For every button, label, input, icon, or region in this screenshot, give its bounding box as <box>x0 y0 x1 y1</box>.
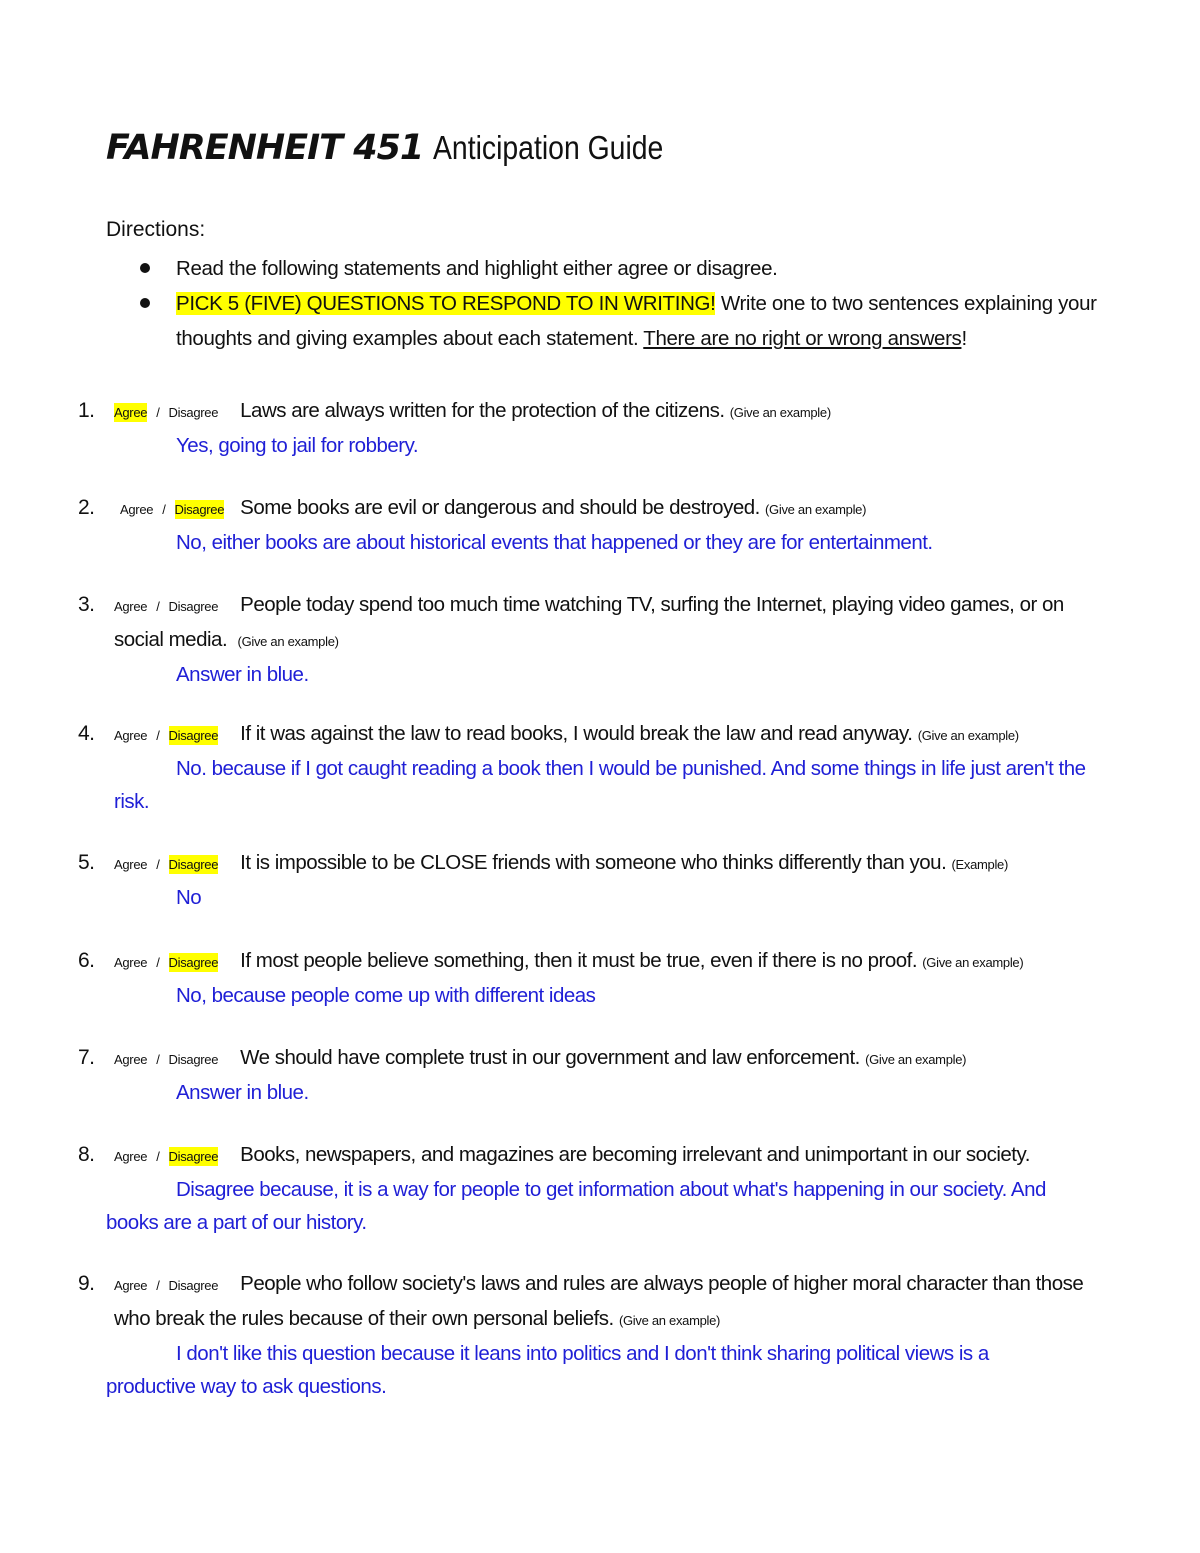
answer-text: Yes, going to jail for robbery. <box>176 434 419 457</box>
title-subtitle: Anticipation Guide <box>433 129 664 166</box>
answer-text: Answer in blue. <box>176 663 309 686</box>
agree-option[interactable]: Agree <box>120 502 154 517</box>
disagree-option[interactable]: Disagree <box>168 728 219 743</box>
question-line <box>78 944 1118 979</box>
question-statement: Some books are evil or dangerous and should be destroyed. <box>240 496 760 519</box>
answer-text-cont: books are a part of our history. <box>106 1211 367 1234</box>
question-number: 9. <box>78 1272 95 1295</box>
question-4 <box>78 717 1118 818</box>
question-8 <box>78 1138 1118 1239</box>
underlined-note: There are no right or wrong answers <box>643 327 962 350</box>
question-number: 4. <box>78 722 95 745</box>
question-9 <box>78 1267 1118 1403</box>
answer-text: No <box>176 886 202 909</box>
agree-disagree-choice: Agree / Disagree <box>114 955 219 970</box>
question-line <box>78 491 1118 526</box>
question-number: 3. <box>78 593 95 616</box>
question-line <box>78 1267 1118 1302</box>
question-statement: Laws are always written for the protection of the citizens. <box>240 399 725 422</box>
question-statement: People today spend too much time watching TV, surfing the Internet, playing video games, or on <box>240 593 1064 616</box>
question-note: (Give an example) <box>765 502 867 517</box>
title-brand: FAHRENHEIT 451 <box>106 128 424 168</box>
directions-bullet-1: Read the following statements and highlight either agree or disagree. <box>140 251 1100 286</box>
answer-text: Disagree because, it is a way for people to get information about what's happening in our society. And <box>176 1178 1046 1201</box>
question-statement: If most people believe something, then it must be true, even if there is no proof. <box>240 949 918 972</box>
directions-label: Directions: <box>106 218 206 241</box>
question-number: 1. <box>78 399 95 422</box>
question-note: (Example) <box>951 857 1009 872</box>
answer-text: No, because people come up with different ideas <box>176 984 596 1007</box>
question-7 <box>78 1041 1118 1109</box>
question-line <box>78 394 1118 429</box>
agree-disagree-choice: Agree / Disagree <box>114 599 219 614</box>
disagree-option[interactable]: Disagree <box>168 599 219 614</box>
page-title <box>106 124 701 171</box>
question-note: (Give an example) <box>729 405 831 420</box>
question-number: 6. <box>78 949 95 972</box>
question-statement: It is impossible to be CLOSE friends with someone who thinks differently than you. <box>240 851 947 874</box>
question-line-cont: who break the rules because of their own personal beliefs. (Give an example) <box>114 1307 721 1330</box>
question-line <box>78 1041 1118 1076</box>
question-note: (Give an example) <box>922 955 1024 970</box>
answer-text: No. because if I got caught reading a book then I would be punished. And some things in life just aren't the <box>176 757 1086 780</box>
question-2 <box>78 491 1118 559</box>
disagree-option[interactable]: Disagree <box>168 1278 219 1293</box>
agree-option[interactable]: Agree <box>114 1052 148 1067</box>
question-line-cont: social media. (Give an example) <box>114 628 339 651</box>
agree-option[interactable]: Agree <box>114 1149 148 1164</box>
agree-disagree-choice: Agree / Disagree <box>114 728 219 743</box>
disagree-option[interactable]: Disagree <box>168 857 219 872</box>
question-note: (Give an example) <box>917 728 1019 743</box>
agree-disagree-choice: Agree / Disagree <box>114 857 219 872</box>
question-note: (Give an example) <box>618 1313 721 1328</box>
question-number: 8. <box>78 1143 95 1166</box>
agree-option[interactable]: Agree <box>114 405 148 420</box>
answer-text-cont: risk. <box>114 790 150 813</box>
answer-text-cont: productive way to ask questions. <box>106 1375 387 1398</box>
disagree-option[interactable]: Disagree <box>168 405 219 420</box>
question-1 <box>78 394 1118 462</box>
directions-bullet-2: PICK 5 (FIVE) QUESTIONS TO RESPOND TO IN WRITING! Write one to two sentences explaining your thoughts and giving examples about each statement. There are no right or wrong answers! <box>140 286 1100 356</box>
bullet-dot-icon <box>140 263 150 273</box>
agree-option[interactable]: Agree <box>114 857 148 872</box>
question-statement: People who follow society's laws and rules are always people of higher moral character than those <box>240 1272 1084 1295</box>
answer-text: I don't like this question because it leans into politics and I don't think sharing political views is a <box>176 1342 989 1365</box>
agree-option[interactable]: Agree <box>114 599 148 614</box>
disagree-option[interactable]: Disagree <box>174 502 225 517</box>
question-note: (Give an example) <box>237 634 339 649</box>
question-number: 2. <box>78 496 95 519</box>
bullet-dot-icon <box>140 298 150 308</box>
directions-list <box>140 251 1100 356</box>
question-note: (Give an example) <box>865 1052 967 1067</box>
highlighted-instruction: PICK 5 (FIVE) QUESTIONS TO RESPOND TO IN WRITING! <box>176 292 716 315</box>
agree-option[interactable]: Agree <box>114 728 148 743</box>
question-line <box>78 1138 1118 1173</box>
agree-disagree-choice: Agree / Disagree <box>114 1149 219 1164</box>
disagree-option[interactable]: Disagree <box>168 1149 219 1164</box>
answer-text: Answer in blue. <box>176 1081 309 1104</box>
agree-disagree-choice: Agree / Disagree <box>114 1052 219 1067</box>
question-number: 7. <box>78 1046 95 1069</box>
question-number: 5. <box>78 851 95 874</box>
agree-option[interactable]: Agree <box>114 955 148 970</box>
agree-option[interactable]: Agree <box>114 1278 148 1293</box>
question-6 <box>78 944 1118 1012</box>
question-statement: If it was against the law to read books, I would break the law and read anyway. <box>240 722 913 745</box>
agree-disagree-choice: Agree / Disagree <box>114 1278 219 1293</box>
question-statement: We should have complete trust in our government and law enforcement. <box>240 1046 860 1069</box>
question-3 <box>78 588 1118 691</box>
question-line <box>78 846 1118 881</box>
disagree-option[interactable]: Disagree <box>168 1052 219 1067</box>
agree-disagree-choice: Agree / Disagree <box>120 502 225 517</box>
question-5 <box>78 846 1118 914</box>
question-line <box>78 588 1118 623</box>
disagree-option[interactable]: Disagree <box>168 955 219 970</box>
answer-text: No, either books are about historical events that happened or they are for entertainment. <box>176 531 933 554</box>
question-statement: Books, newspapers, and magazines are becoming irrelevant and unimportant in our society. <box>240 1143 1030 1166</box>
agree-disagree-choice: Agree / Disagree <box>114 405 219 420</box>
question-line <box>78 717 1118 752</box>
